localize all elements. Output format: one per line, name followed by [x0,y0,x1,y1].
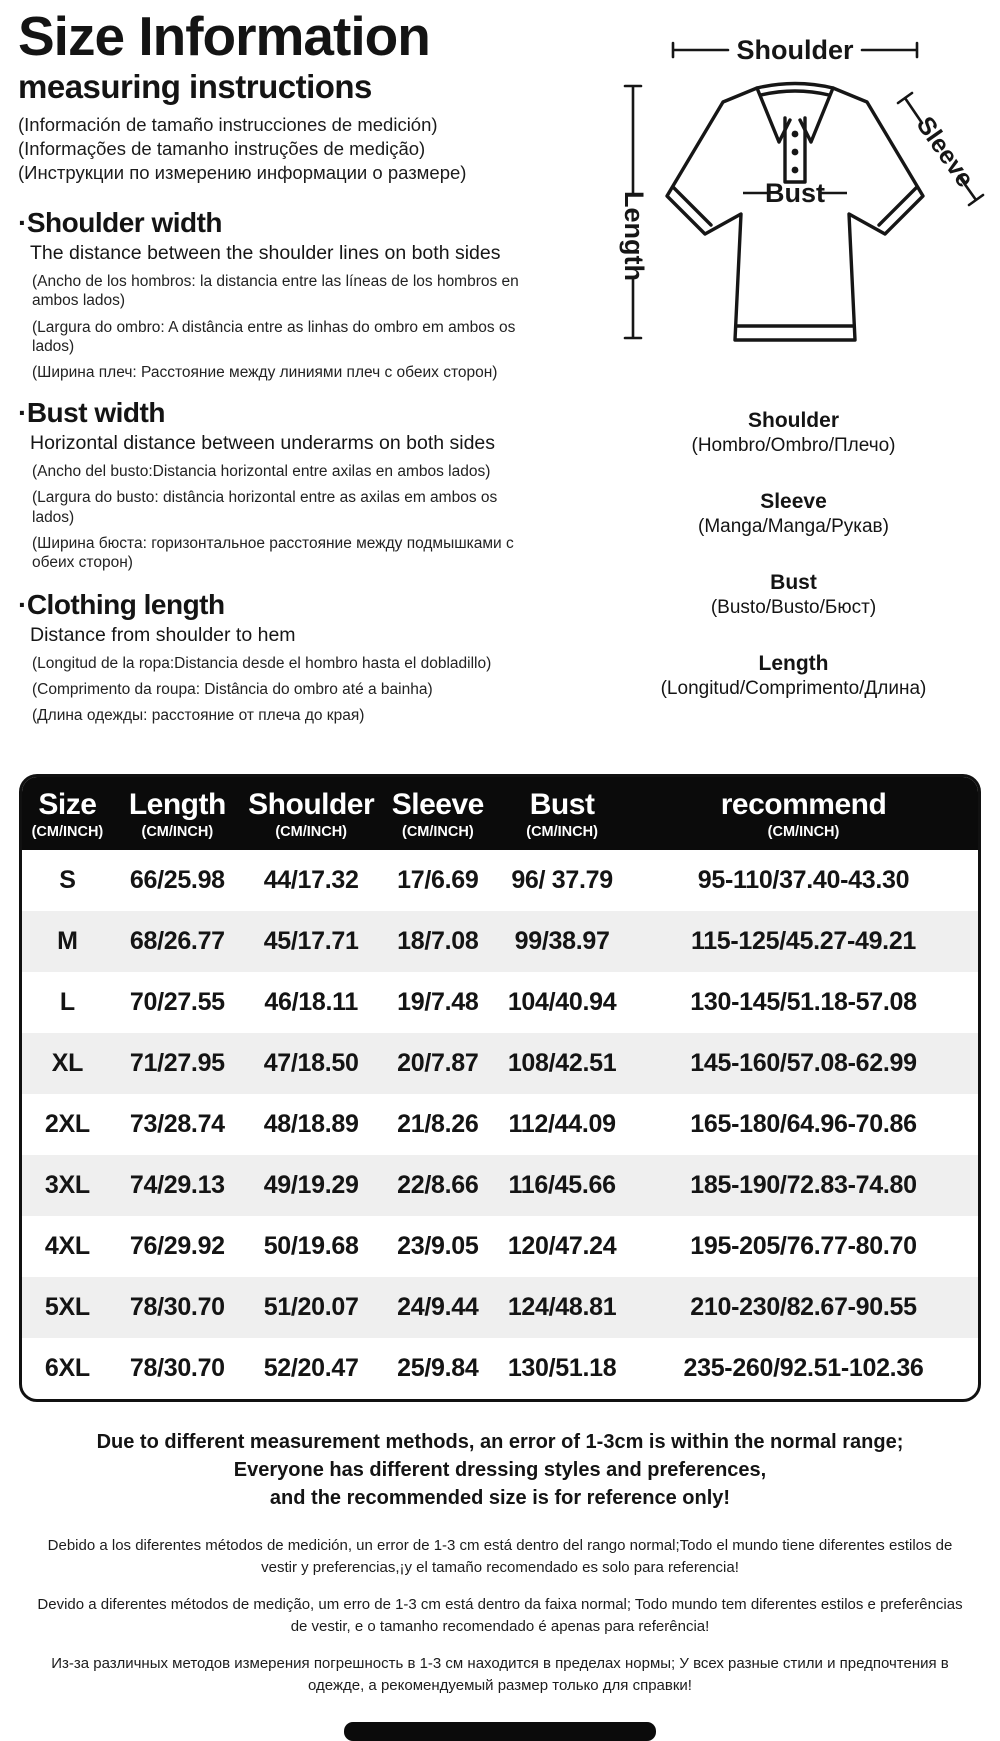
button [792,131,799,138]
cell-sleeve: 24/9.44 [397,1292,479,1321]
bullet: · [18,396,27,428]
text-line: (Largura do ombro: A distância entre as linhas do ombro em ambos os lados) [32,318,516,356]
table-row [22,1155,978,1216]
bottom-divider-bar [344,1722,656,1741]
cell-length: 76/29.92 [129,1231,225,1260]
cell-shoulder: 52/20.47 [263,1353,359,1382]
instructions-column [0,0,545,748]
col-header-sleeve: Sleeve (CM/INCH) [391,788,484,840]
note-english [0,1428,1000,1513]
cell-sleeve: 25/9.84 [397,1353,479,1382]
notes-section [0,1428,1000,1698]
table-row [22,1033,978,1094]
bullet: · [18,588,27,620]
size-table-body [22,850,978,1399]
cell-shoulder: 44/17.32 [263,865,359,894]
col-header-shoulder: Shoulder (CM/INCH) [248,788,375,840]
section-bust-width [18,397,545,573]
cell-recommend: 95-110/37.40-43.30 [697,865,910,894]
measure-name: Shoulder [747,409,839,432]
diagram-sleeve-label: Sleeve [910,111,980,193]
cell-shoulder: 51/20.07 [263,1292,359,1321]
cell-recommend: 185-190/72.83-74.80 [690,1170,917,1199]
size-table [19,774,981,1402]
cell-recommend: 195-205/76.77-80.70 [690,1231,917,1260]
table-row [22,1216,978,1277]
cell-recommend: 115-125/45.27-49.21 [690,926,917,955]
table-row [22,1338,978,1399]
section-title: ·Bust width [18,396,165,428]
cell-bust: 112/44.09 [508,1109,616,1138]
cell-recommend: 145-160/57.08-62.99 [690,1048,917,1077]
table-row [22,911,978,972]
table-row [22,1094,978,1155]
polo-shirt-diagram [545,6,1000,358]
text-line: (Ширина плеч: Расстояние между линиями плеч с обеих сторон) [32,364,498,382]
note-spanish: Debido a los diferentes métodos de medición, un error de 1-3 cm está dentro del rango normal;Todo el mundo tiene diferentes estilos de vestir y preferencias,¡y el tamaño recomendado es solo para referencia! [47,1536,953,1577]
cell-recommend: 235-260/92.51-102.36 [683,1353,924,1382]
col-header-bust: Bust (CM/INCH) [526,788,598,840]
cell-size: 2XL [44,1109,90,1138]
cell-recommend: 210-230/82.67-90.55 [690,1292,917,1321]
shirt-outline [667,88,923,340]
cell-size: M [57,926,78,955]
section-translations [18,654,545,726]
section-translations [18,462,545,573]
measure-label-sleeve [587,489,1000,539]
button [792,167,799,174]
cell-sleeve: 22/8.66 [397,1170,479,1199]
cell-bust: 99/38.97 [514,926,610,955]
table-row [22,850,978,911]
cell-recommend: 165-180/64.96-70.86 [690,1109,917,1138]
cell-bust: 96/ 37.79 [511,865,613,894]
col-header-length: Length (CM/INCH) [128,788,226,840]
text-line: Due to different measurement methods, an error of 1-3cm is within the normal range; [96,1430,904,1453]
measure-name: Sleeve [760,490,827,513]
section-title: ·Clothing length [18,588,225,620]
cell-size: S [59,865,76,894]
cell-length: 74/29.13 [129,1170,225,1199]
cell-shoulder: 47/18.50 [263,1048,359,1077]
measure-translation: (Longitud/Comprimento/Длина) [660,678,927,700]
diagram-shoulder-label: Shoulder [736,35,854,65]
measure-translation: (Hombro/Ombro/Плечо) [691,435,896,457]
text-line: (Инструкции по измерению информации о размере) [18,161,467,183]
section-description: The distance between the shoulder lines on both sides [30,241,501,264]
col-header-size: Size (CM/INCH) [31,788,104,840]
cell-sleeve: 20/7.87 [397,1048,479,1077]
cell-length: 68/26.77 [129,926,225,955]
cell-bust: 116/45.66 [508,1170,616,1199]
diagram-length-label: Length [619,191,649,281]
cell-shoulder: 46/18.11 [264,987,358,1016]
table-row [22,972,978,1033]
cell-sleeve: 18/7.08 [397,926,479,955]
measure-translation: (Manga/Manga/Рукав) [698,516,889,538]
cell-size: 5XL [44,1292,90,1321]
text-line: (Ancho del busto:Distancia horizontal entre axilas en ambos lados) [32,462,491,480]
cell-length: 78/30.70 [129,1353,225,1382]
section-translations [18,272,545,383]
diagram-bust-label: Bust [765,178,825,208]
cell-sleeve: 21/8.26 [397,1109,479,1138]
button [792,149,799,156]
cell-bust: 124/48.81 [507,1292,617,1321]
cell-shoulder: 50/19.68 [263,1231,359,1260]
table-row [22,1277,978,1338]
cell-sleeve: 23/9.05 [397,1231,479,1260]
note-portuguese: Devido a diferentes métodos de medição, um erro de 1-3 cm está dentro da faixa normal; Todo mundo tem diferentes estilos e preferências de vestir, e o tamanho recomendado é apenas para referência! [37,1595,963,1636]
subtitle-translations [18,113,545,185]
note-russian: Из-за различных методов измерения погрешность в 1-3 см находится в пределах нормы; У всех разные стили и предпочтения в одежде, а рекомендуемый размер только для справки! [51,1654,949,1695]
section-shoulder-width [18,207,545,383]
cell-sleeve: 19/7.48 [397,987,479,1016]
diagram-column [545,0,1000,748]
text-line: (Informações de tamanho instruções de medição) [18,137,426,159]
text-line: (Longitud de la ropa:Distancia desde el hombro hasta el dobladillo) [32,654,492,672]
text-line: (Ширина бюста: горизонтальное расстояние между подмышками с обеих сторон) [32,534,514,572]
top-section [0,0,1000,748]
cell-length: 66/25.98 [129,865,225,894]
text-line: (Comprimento da roupa: Distância do ombro até a bainha) [32,681,433,699]
section-clothing-length [18,589,545,726]
measure-name: Bust [770,571,817,594]
section-title: ·Shoulder width [18,206,223,238]
cell-length: 73/28.74 [129,1109,225,1138]
text-line: (Длина одежды: расстояние от плеча до края) [32,707,365,725]
measure-name: Length [758,652,829,675]
text-line: Everyone has different dressing styles and preferences, [233,1458,767,1481]
cell-length: 78/30.70 [129,1292,225,1321]
size-table-header [22,777,978,850]
text-line: (Largura do busto: distância horizontal entre as axilas em ambos os lados) [32,489,498,526]
cell-size: 4XL [44,1231,90,1260]
measure-label-shoulder [587,408,1000,458]
cell-bust: 130/51.18 [507,1353,617,1382]
cell-length: 70/27.55 [129,987,225,1016]
bullet: · [18,206,27,238]
cell-shoulder: 45/17.71 [263,926,359,955]
text-line: (Información de tamaño instrucciones de medición) [18,113,438,135]
cell-recommend: 130-145/51.18-57.08 [690,987,917,1016]
cell-bust: 108/42.51 [507,1048,617,1077]
cell-shoulder: 49/19.29 [263,1170,359,1199]
measure-label-bust [587,570,1000,620]
cell-size: 6XL [44,1353,90,1382]
section-description: Horizontal distance between underarms on both sides [30,431,496,454]
cell-size: L [59,987,75,1016]
measure-labels [545,358,1000,701]
page-title: Size Information [18,5,430,67]
measure-translation: (Busto/Busto/Бюст) [710,597,877,619]
measure-label-length [587,651,1000,701]
text-line: (Ancho de los hombros: la distancia entre las líneas de los hombros en ambos lados) [32,272,519,310]
col-header-recommend: recommend (CM/INCH) [720,788,887,840]
cell-bust: 120/47.24 [507,1231,617,1260]
cell-size: 3XL [44,1170,90,1199]
section-description: Distance from shoulder to hem [30,623,296,646]
cell-shoulder: 48/18.89 [263,1109,359,1138]
cell-length: 71/27.95 [129,1048,225,1077]
cell-bust: 104/40.94 [507,987,617,1016]
cell-size: XL [51,1048,84,1077]
text-line: and the recommended size is for reference only! [269,1487,731,1510]
cell-sleeve: 17/6.69 [397,865,479,894]
page-subtitle: measuring instructions [18,67,372,105]
